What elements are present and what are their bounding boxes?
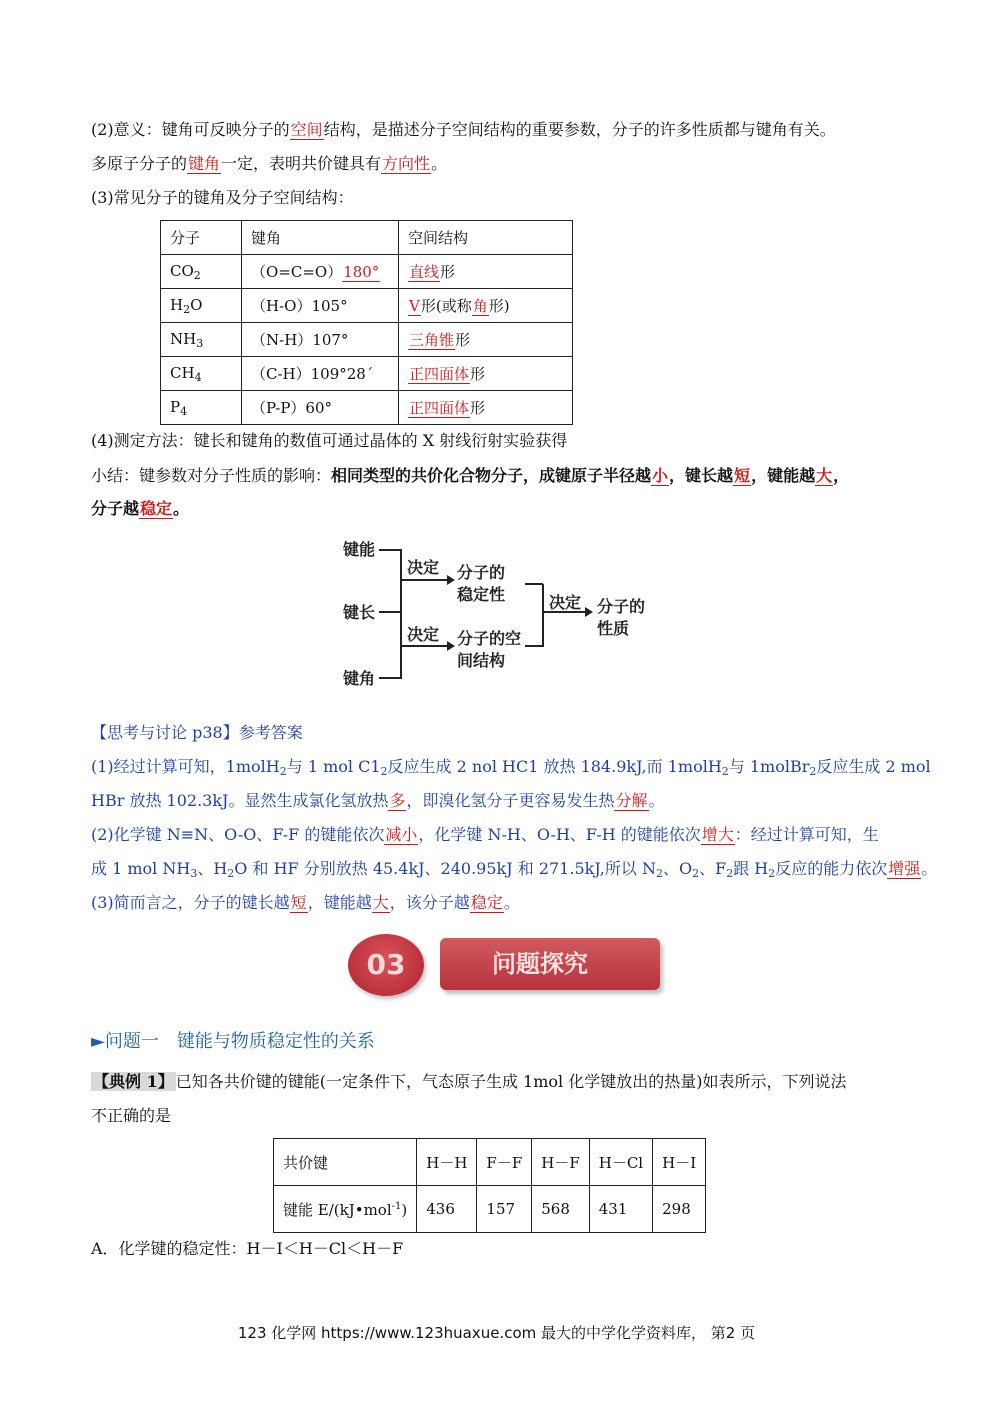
shape-cell: 直线形 [399, 255, 573, 289]
shape-cell: 三角锥形 [399, 323, 573, 357]
text: 。 [431, 154, 448, 173]
angle-cell: （N-H）107° [242, 323, 399, 357]
shape-cell: V形(或称角形) [399, 289, 573, 323]
molecule-cell: $NH_3$ [161, 323, 242, 357]
bond-angle-table [160, 220, 573, 425]
diagram-label: 决定 [549, 593, 582, 612]
section-banner [348, 930, 668, 1000]
angle-cell: （C-H）109°28´ [242, 357, 399, 391]
value-cell: 431 [589, 1186, 652, 1233]
diagram-label: 间结构 [457, 651, 506, 670]
value-cell: 298 [653, 1186, 706, 1233]
table-row [161, 255, 573, 289]
discussion-p2-cont: 成 1 mol $NH_3$、$H_2O$ 和 HF 分别放热 45.4kJ、240.95kJ 和 271.5kJ,所以 $N_2$、$O_2$、$F_2$跟 $H_2$反应的能力依次增强。 [91, 859, 938, 880]
common-molecules-heading: (3)常见分子的键角及分子空间结构： [91, 188, 354, 207]
diagram-label: 分子的空 [457, 629, 522, 648]
header-cell: H－F [532, 1139, 590, 1186]
text: (2)意义：键角可反映分子的 [91, 120, 290, 139]
answer-blank: 键角 [188, 154, 221, 173]
table-row [274, 1186, 706, 1233]
diagram-label: 键角 [343, 669, 376, 688]
table-row [161, 391, 573, 425]
discussion-p3: (3)简而言之，分子的键长越短，键能越大，该分子越稳定。 [91, 893, 520, 912]
table-row [161, 357, 573, 391]
value-cell: 436 [417, 1186, 477, 1233]
header-cell: 共价键 [274, 1139, 417, 1186]
value-cell: 157 [477, 1186, 532, 1233]
discussion-p1: (1)经过计算可知，1molH$_2$与 1 mol $C1_2$反应生成 2 nol HC1 放热 184.9kJ,而 1molH$_2$与 1molBr$_2$反应生成 2 mol [91, 757, 931, 778]
header-cell: H－Cl [589, 1139, 652, 1186]
header-cell: 键角 [242, 221, 399, 255]
example-line-2: 不正确的是 [91, 1106, 172, 1125]
diagram-label: 分子的 [457, 563, 506, 582]
diagram-label: 性质 [597, 619, 630, 638]
answer-blank: 空间 [290, 120, 323, 139]
discussion-p1-cont: HBr 放热 102.3kJ。显然生成氯化氢放热多，即溴化氢分子更容易发生热分解。 [91, 791, 665, 810]
molecule-cell: $CH_4$ [161, 357, 242, 391]
angle-cell: （P-P）60° [242, 391, 399, 425]
page-footer: 123 化学网 https://www.123huaxue.com 最大的中学化学资料库， 第2 页 [237, 1324, 756, 1342]
text: 一定，表明共价键具有 [221, 154, 382, 173]
angle-cell: （O=C=O）180° [242, 255, 399, 289]
example-line [91, 1071, 846, 1093]
answer-blank: 方向性 [382, 154, 431, 173]
row-label-cell: 键能 E/(kJ•mol$^{-1}$) [274, 1186, 417, 1233]
table-row [161, 289, 573, 323]
diagram-label: 键能 [343, 540, 376, 559]
section-number-badge [348, 934, 424, 996]
discussion-p2: (2)化学键 N≡N、O-O、F-F 的键能依次减小，化学键 N-H、O-H、F-H 的键能依次增大：经过计算可知，生 [91, 825, 879, 844]
value-cell: 568 [532, 1186, 590, 1233]
diagram-label: 决定 [407, 625, 440, 644]
table-row [161, 323, 573, 357]
header-cell: H－H [417, 1139, 477, 1186]
diagram-label: 决定 [407, 558, 440, 577]
option-a: A．化学键的稳定性：H－I＜H－Cl＜H－F [91, 1239, 404, 1258]
molecule-cell: $H_2O$ [161, 289, 242, 323]
section-title-pill [440, 938, 660, 990]
measurement-method: (4)测定方法：键长和键角的数值可通过晶体的 X 射线衍射实验获得 [91, 431, 568, 450]
bond-energy-table [273, 1138, 706, 1233]
text: 多原子分子的 [91, 154, 188, 173]
molecule-cell: $CO_2$ [161, 255, 242, 289]
section-number: 03 [366, 948, 406, 981]
diagram-label: 键长 [343, 603, 376, 622]
table-header-row [274, 1139, 706, 1186]
section-title: 问题探究 [492, 950, 588, 978]
summary-line-2: 分子越稳定。 [91, 499, 190, 518]
diagram-label: 分子的 [597, 597, 646, 616]
summary-line: 小结：键参数对分子性质的影响：相同类型的共价化合物分子，成键原子半径越小，键长越短，键能越大， [91, 466, 850, 485]
shape-cell: 正四面体形 [399, 357, 573, 391]
molecule-cell: $P_4$ [161, 391, 242, 425]
example-label: 【典例 1】 [93, 1072, 174, 1091]
text: 已知各共价键的键能(一定条件下，气态原子生成 1mol 化学键放出的热量)如表所示，下列说法 [175, 1072, 847, 1091]
meaning-line [91, 119, 836, 141]
header-cell: 分子 [161, 221, 242, 255]
discussion-title: 【思考与讨论 p38】参考答案 [91, 723, 303, 742]
text: 结构，是描述分子空间结构的重要参数，分子的许多性质都与键角有关。 [323, 120, 836, 139]
header-cell: 空间结构 [399, 221, 573, 255]
angle-cell: （H-O）105° [242, 289, 399, 323]
bond-parameter-diagram [335, 530, 665, 700]
polyatomic-line [91, 153, 447, 175]
table-header-row [161, 221, 573, 255]
diagram-label: 稳定性 [457, 585, 506, 604]
header-cell: H－I [653, 1139, 706, 1186]
question-title: ►问题一 键能与物质稳定性的关系 [91, 1031, 375, 1052]
header-cell: F－F [477, 1139, 532, 1186]
shape-cell: 正四面体形 [399, 391, 573, 425]
